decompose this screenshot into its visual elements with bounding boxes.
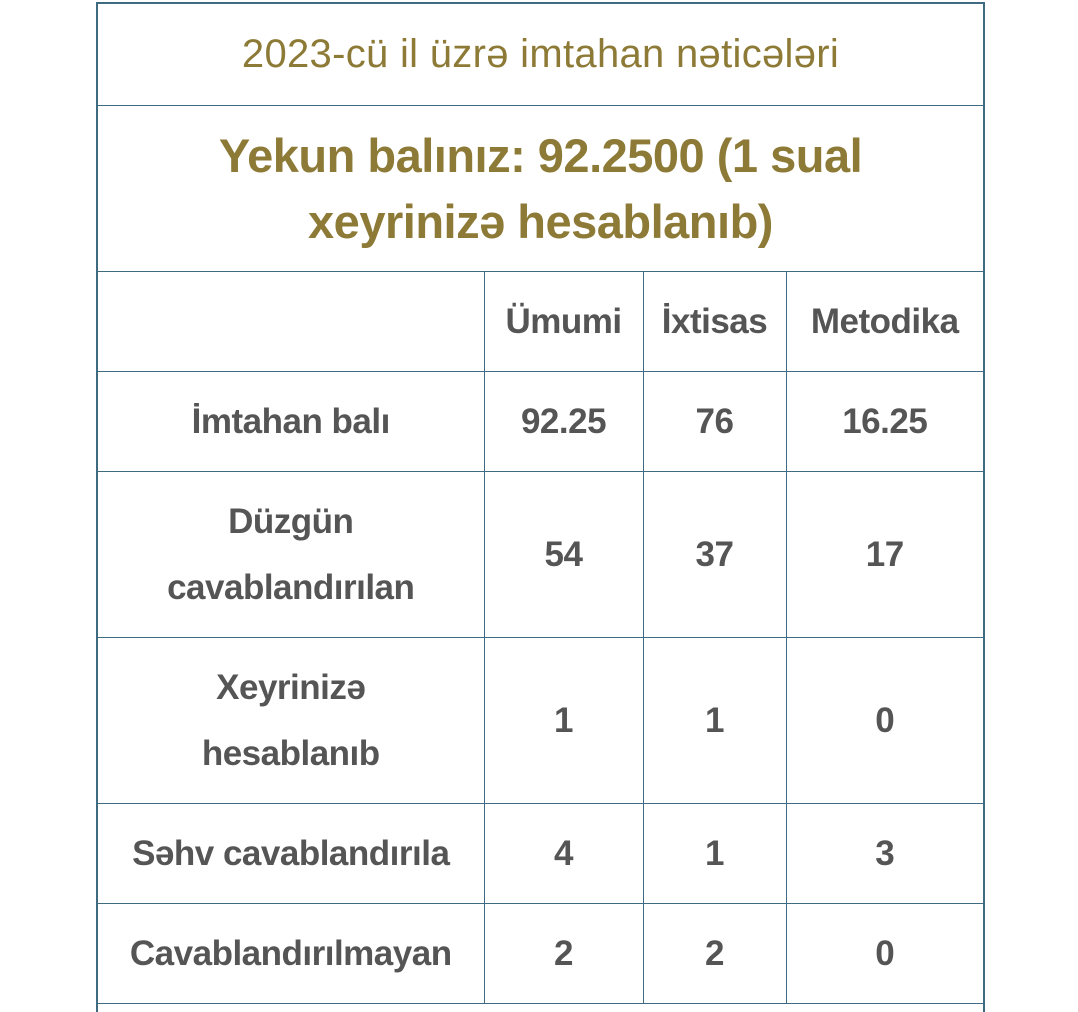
- cell-metodika: 0: [786, 638, 983, 804]
- cell-umumi: 92.25: [484, 372, 643, 472]
- cell-metodika: 16.25: [786, 372, 983, 472]
- results-table: [98, 272, 983, 1004]
- cell-umumi: 54: [484, 472, 643, 638]
- results-title: 2023-cü il üzrə imtahan nəticələri: [98, 4, 983, 106]
- cell-metodika: 17: [786, 472, 983, 638]
- cell-ixtisas: 37: [643, 472, 786, 638]
- cell-ixtisas: 1: [643, 804, 786, 904]
- cell-ixtisas: 2: [643, 904, 786, 1004]
- cell-ixtisas: 1: [643, 638, 786, 804]
- table-row: [98, 904, 983, 1004]
- header-umumi: Ümumi: [484, 272, 643, 372]
- header-ixtisas: İxtisas: [643, 272, 786, 372]
- table-row: [98, 804, 983, 904]
- row-label: Cavablandırılmayan: [98, 904, 484, 1004]
- table-row: [98, 638, 983, 804]
- cell-umumi: 2: [484, 904, 643, 1004]
- cell-ixtisas: 76: [643, 372, 786, 472]
- row-label: Düzgün cavablandırılan: [98, 472, 484, 638]
- final-score: Yekun balınız: 92.2500 (1 sual xeyrinizə hesablanıb): [98, 106, 983, 272]
- row-label: Səhv cavablandırıla: [98, 804, 484, 904]
- row-label: Xeyrinizə hesablanıb: [98, 638, 484, 804]
- table-row: [98, 472, 983, 638]
- cell-metodika: 0: [786, 904, 983, 1004]
- cell-umumi: 4: [484, 804, 643, 904]
- cell-metodika: 3: [786, 804, 983, 904]
- row-label: İmtahan balı: [98, 372, 484, 472]
- table-row: [98, 372, 983, 472]
- results-card: [96, 2, 985, 1012]
- header-empty: [98, 272, 484, 372]
- cell-umumi: 1: [484, 638, 643, 804]
- table-header-row: [98, 272, 983, 372]
- header-metodika: Metodika: [786, 272, 983, 372]
